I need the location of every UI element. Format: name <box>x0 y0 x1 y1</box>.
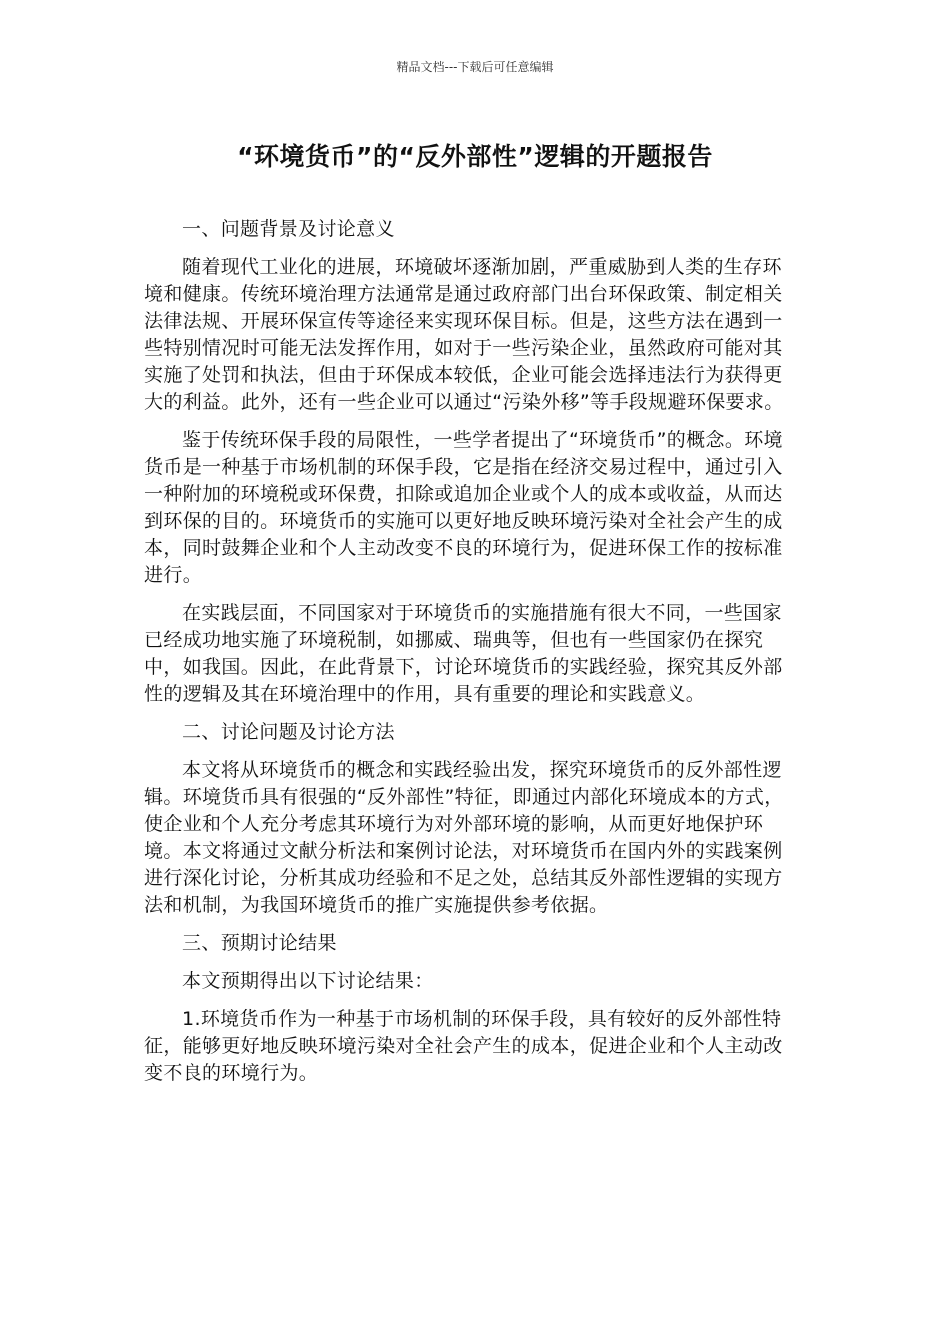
section-heading-results: 三、预期讨论结果 <box>182 932 337 954</box>
header-note: 精品文档---下载后可任意编辑 <box>396 60 554 74</box>
paragraph-results-intro: 本文预期得出以下讨论结果： <box>182 970 434 992</box>
document-title: “环境货币”的“反外部性”逻辑的开题报告 <box>237 142 713 171</box>
section-heading-background: 一、问题背景及讨论意义 <box>182 218 395 240</box>
paragraph-background-1: 随着现代工业化的进展，环境破坏逐渐加剧，严重威胁到人类的生存环境和健康。传统环境治理方法通常是通过政府部门出台环保政策、制定相关法律法规、开展环保宣传等途径来实现环保目标。但是，这些方法在遇到一些特别情况时可能无法发挥作用，如对于一些污染企业，虽然政府可能对其实施了处罚和执法，但由于环保成本较低，企业可能会选择违法行为获得更大的利益。此外，还有一些企业可以通过“污染外移”等手段规避环保要求。 <box>144 256 784 413</box>
list-item-result-1: 1.环境货币作为一种基于市场机制的环保手段，具有较好的反外部性特征，能够更好地反映环境污染对全社会产生的成本，促进企业和个人主动改变不良的环境行为。 <box>144 1008 783 1084</box>
paragraph-background-2: 鉴于传统环保手段的局限性，一些学者提出了“环境货币”的概念。环境货币是一种基于市场机制的环保手段，它是指在经济交易过程中，通过引入一种附加的环境税或环保费，扣除或追加企业或个人的成本或收益，从而达到环保的目的。环境货币的实施可以更好地反映环境污染对全社会产生的成本，同时鼓舞企业和个人主动改变不良的环境行为，促进环保工作的按标准进行。 <box>144 429 783 586</box>
document-body <box>144 216 796 1098</box>
section-heading-methods: 二、讨论问题及讨论方法 <box>182 721 395 743</box>
paragraph-background-3: 在实践层面，不同国家对于环境货币的实施措施有很大不同，一些国家已经成功地实施了环境税制，如挪威、瑞典等，但也有一些国家仍在探究中，如我国。因此，在此背景下，讨论环境货币的实践经验，探究其反外部性的逻辑及其在环境治理中的作用，具有重要的理论和实践意义。 <box>144 602 783 705</box>
paragraph-methods-1: 本文将从环境货币的概念和实践经验出发，探究环境货币的反外部性逻辑。环境货币具有很强的“反外部性”特征，即通过内部化环境成本的方式，使企业和个人充分考虑其环境行为对外部环境的影响，从而更好地保护环境。本文将通过文献分析法和案例讨论法，对环境货币在国内外的实践案例进行深化讨论，分析其成功经验和不足之处，总结其反外部性逻辑的实现方法和机制，为我国环境货币的推广实施提供参考依据。 <box>144 759 784 916</box>
